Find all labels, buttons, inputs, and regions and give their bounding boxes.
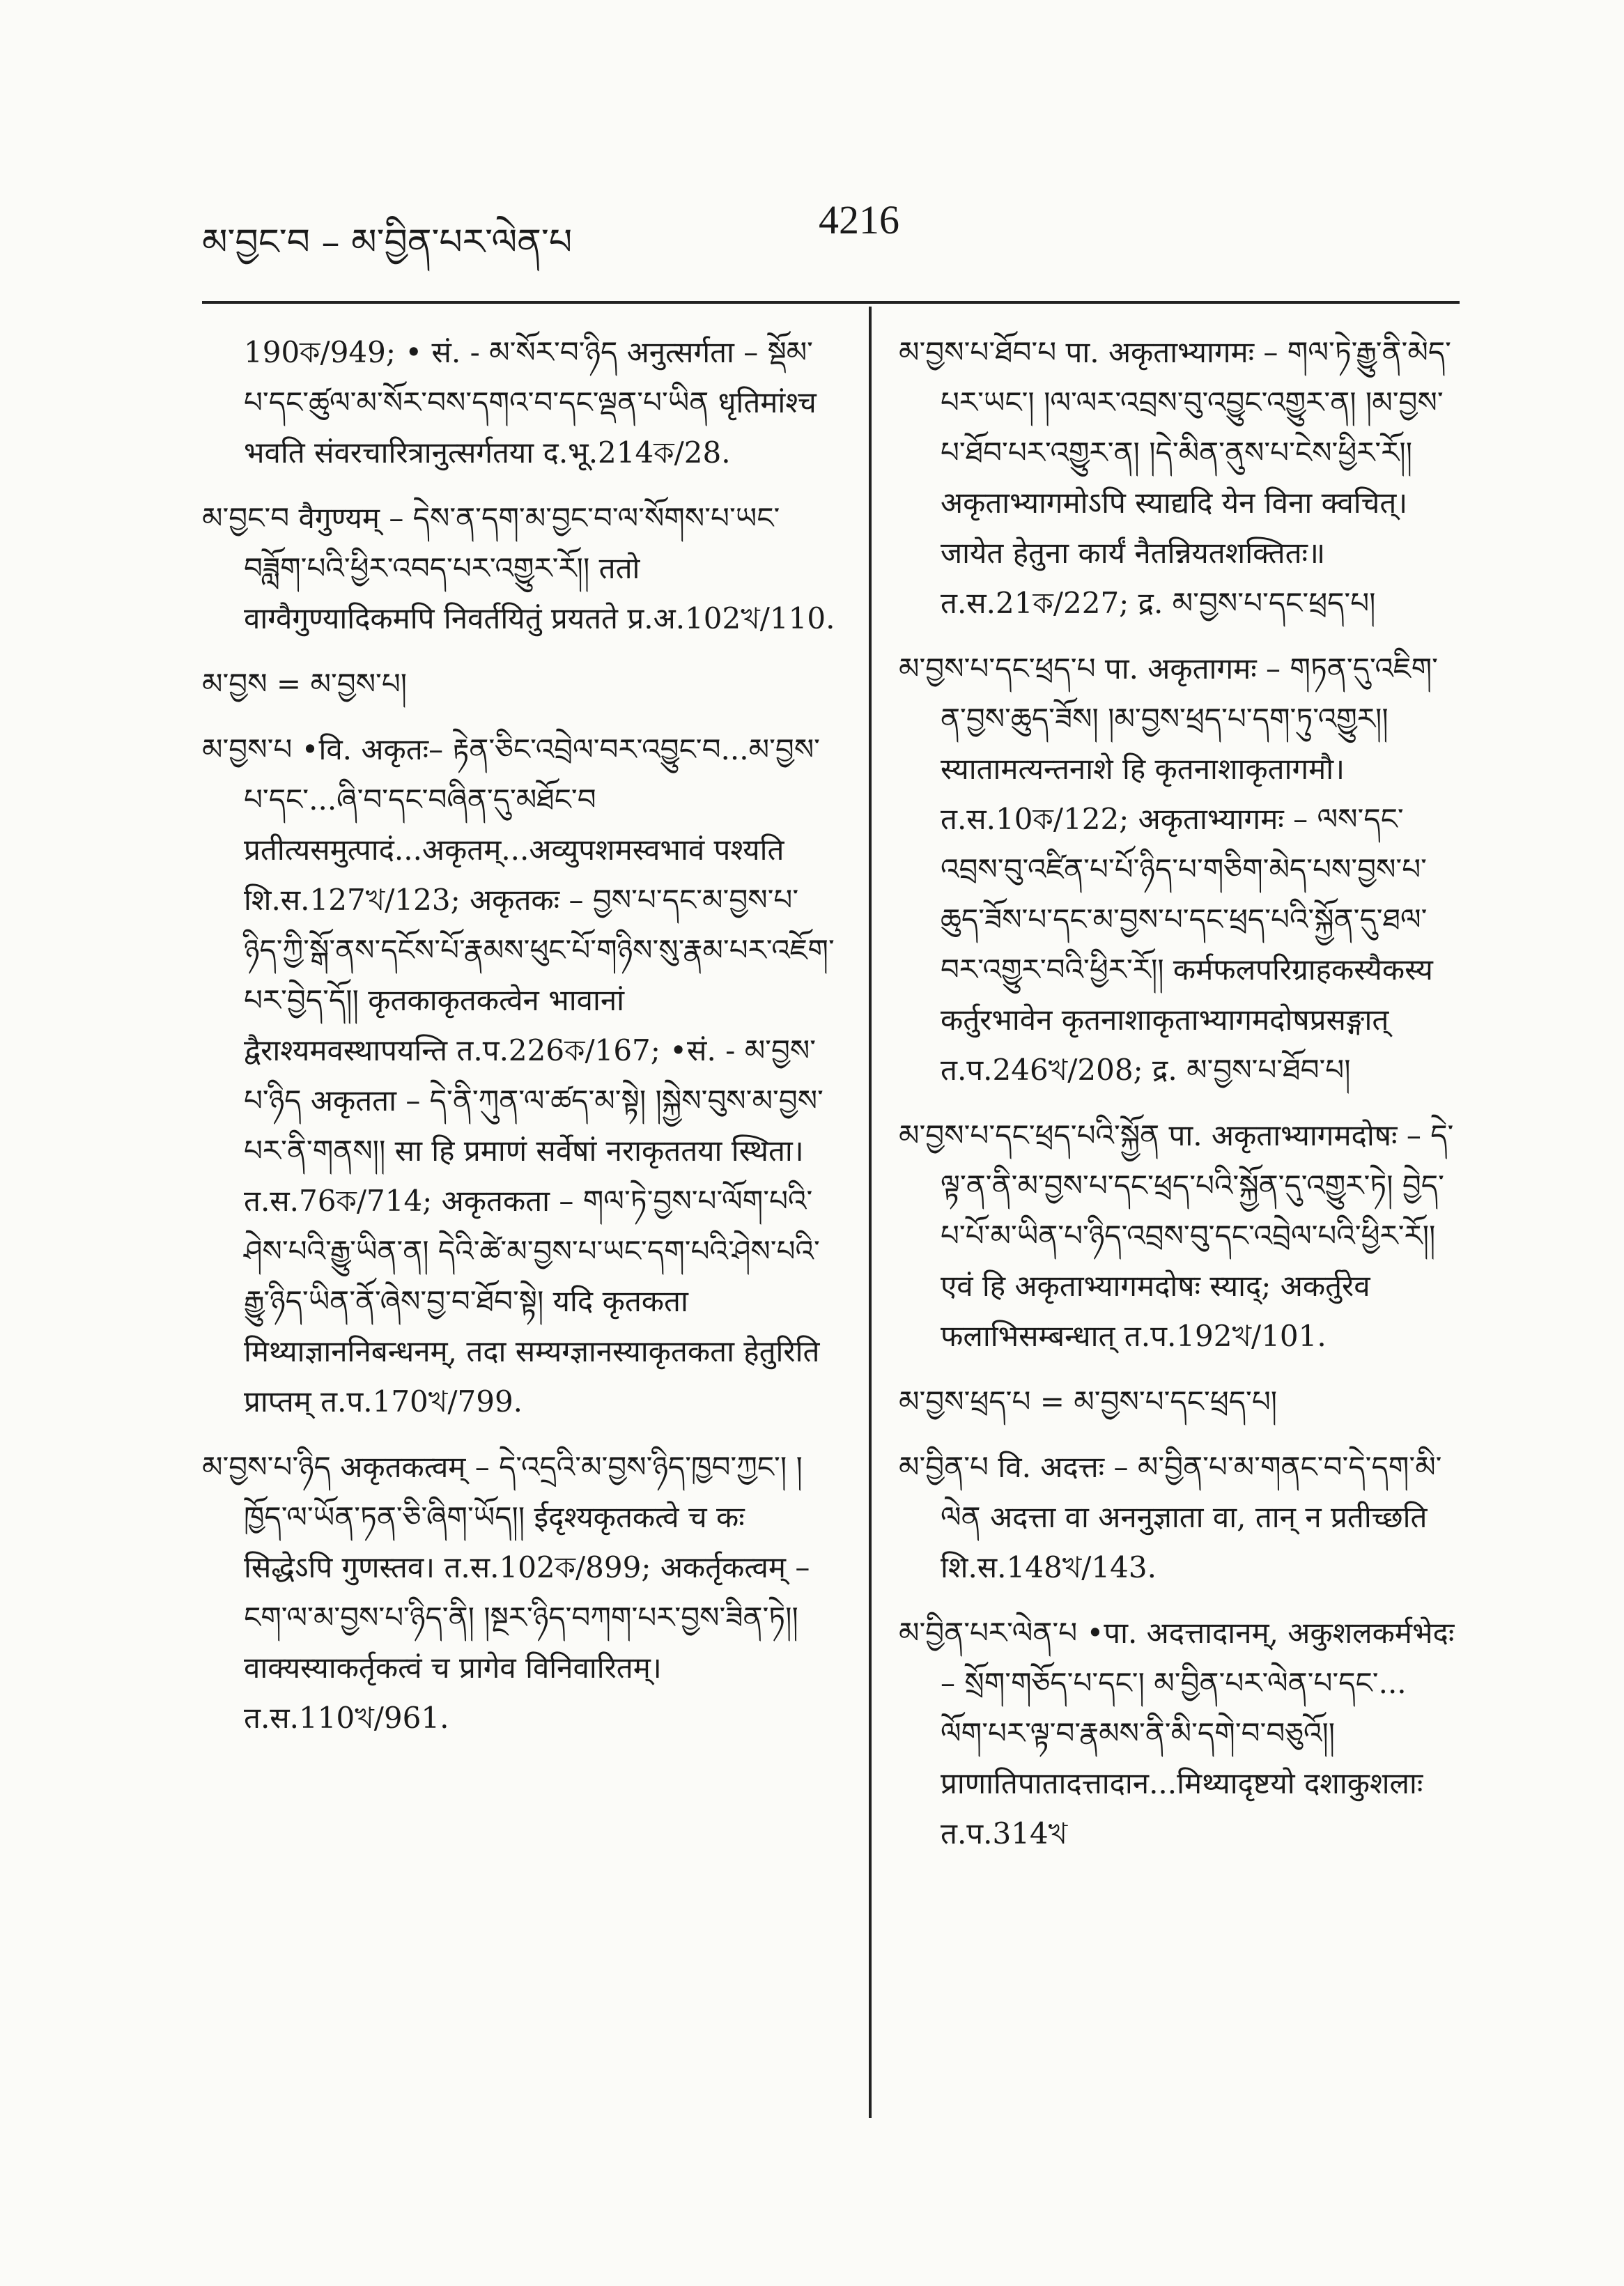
page-number: 4216 <box>819 197 899 242</box>
header-rule <box>202 301 1460 304</box>
dictionary-entry: མ་བྱས་པ་དང་ཕྲད་པ पा. अकृतागमः – གཏན་དུ་འཇིག་ན་བྱས་ཆུད་ཟོས། །མ་བྱས་ཕྲད་པ་དག་ཏུ་འགྱུར།། स्यातामत्यन्तनाशे हि कृतनाशाकृतागमौ। त.स.10ক/122; अकृताभ्यागमः – ལས་དང་འབྲས་བུ་འཛིན་པ་པོ་ཉིད་པ་གཅིག་མེད་པས་བྱས་པ་ཆུད་ཟོས་པ་དང་མ་བྱས་པ་དང་ཕྲད་པའི་སྐྱོན་དུ་ཐལ་བར་འགྱུར་བའི་ཕྱིར་རོ།། कर्मफलपरिग्राहकस्यैकस्य कर्तुरभावेन कृतनाशाकृताभ्यागमदोषप्रसङ्गात् त.प.246খ/208; द्र. མ་བྱས་པ་ཐོབ་པ། <box>899 651 1438 1087</box>
right-column <box>899 327 1460 1874</box>
dictionary-entry: མ་བྱང་བ वैगुण्यम् – དེས་ན་དག་མ་བྱང་བ་ལ་སོགས་པ་ཡང་བཟློག་པའི་ཕྱིར་འབད་པར་འགྱུར་རོ།། ततो वाग्वैगुण्यादिकमपि निवर्तयितुं प्रयतते प्र.अ.102খ/110. <box>202 501 835 635</box>
dictionary-entry: མ་བྱིན་པ वि. अदत्तः – མ་བྱིན་པ་མ་གནང་བ་དེ་དག་མི་ལེན अदत्ता वा अननुज्ञाता वा, तान् न प्रतीच्छति शि.स.148খ/143. <box>899 1450 1442 1584</box>
dictionary-entry: མ་བྱིན་པར་ལེན་པ •पा. अदत्तादानम्, अकुशलकर्मभेदः – སྲོག་གཅོད་པ་དང་། མ་བྱིན་པར་ལེན་པ་དང་... ལོག་པར་ལྟ་བ་རྣམས་ནི་མི་དགེ་བ་བཅུའོ།། प्राणातिपातादत्तादान...मिथ्यादृष्टयो दशाकुशलाः त.प.314খ <box>899 1616 1455 1851</box>
dictionary-entry: མ་བྱས་པ་ཐོབ་པ पा. अकृताभ्यागमः – གལ་ཏེ་རྒྱུ་ནི་མེད་པར་ཡང་། །ལ་ལར་འབྲས་བུ་འབྱུང་འགྱུར་ན། །མ་བྱས་པ་ཐོབ་པར་འགྱུར་ན། །དེ་མིན་ནུས་པ་ངེས་ཕྱིར་རོ།། अकृताभ्यागमोऽपि स्याद्यदि येन विना क्वचित्। जायेत हेतुना कार्यं नैतन्नियतशक्तितः॥ त.स.21ক/227; द्र. མ་བྱས་པ་དང་ཕྲད་པ། <box>899 335 1451 620</box>
column-divider <box>869 307 872 2118</box>
dictionary-entry: མ་བྱས་པ་དང་ཕྲད་པའི་སྐྱོན पा. अकृताभ्यागमदोषः – དེ་ལྟ་ན་ནི་མ་བྱས་པ་དང་ཕྲད་པའི་སྐྱོན་དུ་འགྱུར་ཏེ། བྱེད་པ་པོ་མ་ཡིན་པ་ཉིད་འབྲས་བུ་དང་འབྲེལ་པའི་ཕྱིར་རོ།། एवं हि अकृताभ्यागमदोषः स्याद्; अकर्तुरेव फलाभिसम्बन्धात् त.प.192খ/101. <box>899 1118 1454 1353</box>
left-column <box>202 327 836 1759</box>
dictionary-entry: མ་བྱས = མ་བྱས་པ། <box>202 667 408 701</box>
dictionary-entry: མ་བྱས་པ་ཉིད अकृतकत्वम् – དེ་འདྲའི་མ་བྱས་ཉིད་ཁྱབ་ཀྱང་། །ཁྱོད་ལ་ཡོན་ཏན་ཅི་ཞིག་ཡོད།། ईदृश्यकृतकत्वे च कः सिद्धेऽपि गुणस्तव। त.स.102ক/899; अकर्तृकत्वम् – ངག་ལ་མ་བྱས་པ་ཉིད་ནི། །སྔར་ཉིད་བཀག་པར་བྱས་ཟིན་ཏེ།། वाक्यस्याकर्तृकत्वं च प्रागेव विनिवारितम्। त.स.110খ/961. <box>202 1450 810 1735</box>
dictionary-entry: 190ক/949; • सं. - མ་སོར་བ་ཉིད अनुत्सर्गता – སྡོམ་པ་དང་ཚུལ་མ་སོར་བས་དགའ་བ་དང་ལྡན་པ་ཡིན धृतिमांश्च भवति संवरचारित्रानुत्सर्गतया द.भू.214ক/28. <box>244 335 817 470</box>
page-header-left: མ་བྱང་བ – མ་བྱིན་པར་ལེན་པ <box>202 222 573 263</box>
dictionary-entry: མ་བྱས་པ •वि. अकृतः– རྟེན་ཅིང་འབྲེལ་བར་འབྱུང་བ...མ་བྱས་པ་དང་...ཞི་བ་དང་བཞིན་དུ་མཐོང་བ प्रतीत्यसमुत्पादं...अकृतम्...अव्युपशमस्वभावं पश्यति शि.स.127খ/123; अकृतकः – བྱས་པ་དང་མ་བྱས་པ་ཉིད་ཀྱི་སྒོ་ནས་དངོས་པོ་རྣམས་ཕུང་པོ་གཉིས་སུ་རྣམ་པར་འཇོག་པར་བྱེད་དོ།། कृतकाकृतकत्वेन भावानां द्वैराश्यमवस्थापयन्ति त.प.226ক/167; •सं. - མ་བྱས་པ་ཉིད अकृतता – དེ་ནི་ཀུན་ལ་ཚད་མ་སྟེ། །སྐྱེས་བུས་མ་བྱས་པར་ནི་གནས།། सा हि प्रमाणं सर्वेषां नराकृततया स्थिता। त.स.76ক/714; अकृतकता – གལ་ཏེ་བྱས་པ་ལོག་པའི་ཤེས་པའི་རྒྱུ་ཡིན་ན། དེའི་ཚེ་མ་བྱས་པ་ཡང་དག་པའི་ཤེས་པའི་རྒྱུ་ཉིད་ཡིན་ནོ་ཞེས་བྱ་བ་ཐོབ་སྟེ། यदि कृतकता मिथ्याज्ञाननिबन्धनम्, तदा सम्यग्ज्ञानस्याकृतकता हेतुरिति प्राप्तम् त.प.170খ/799. <box>202 732 835 1419</box>
dictionary-entry: མ་བྱས་ཕྲད་པ = མ་བྱས་པ་དང་ཕྲད་པ། <box>899 1384 1278 1419</box>
